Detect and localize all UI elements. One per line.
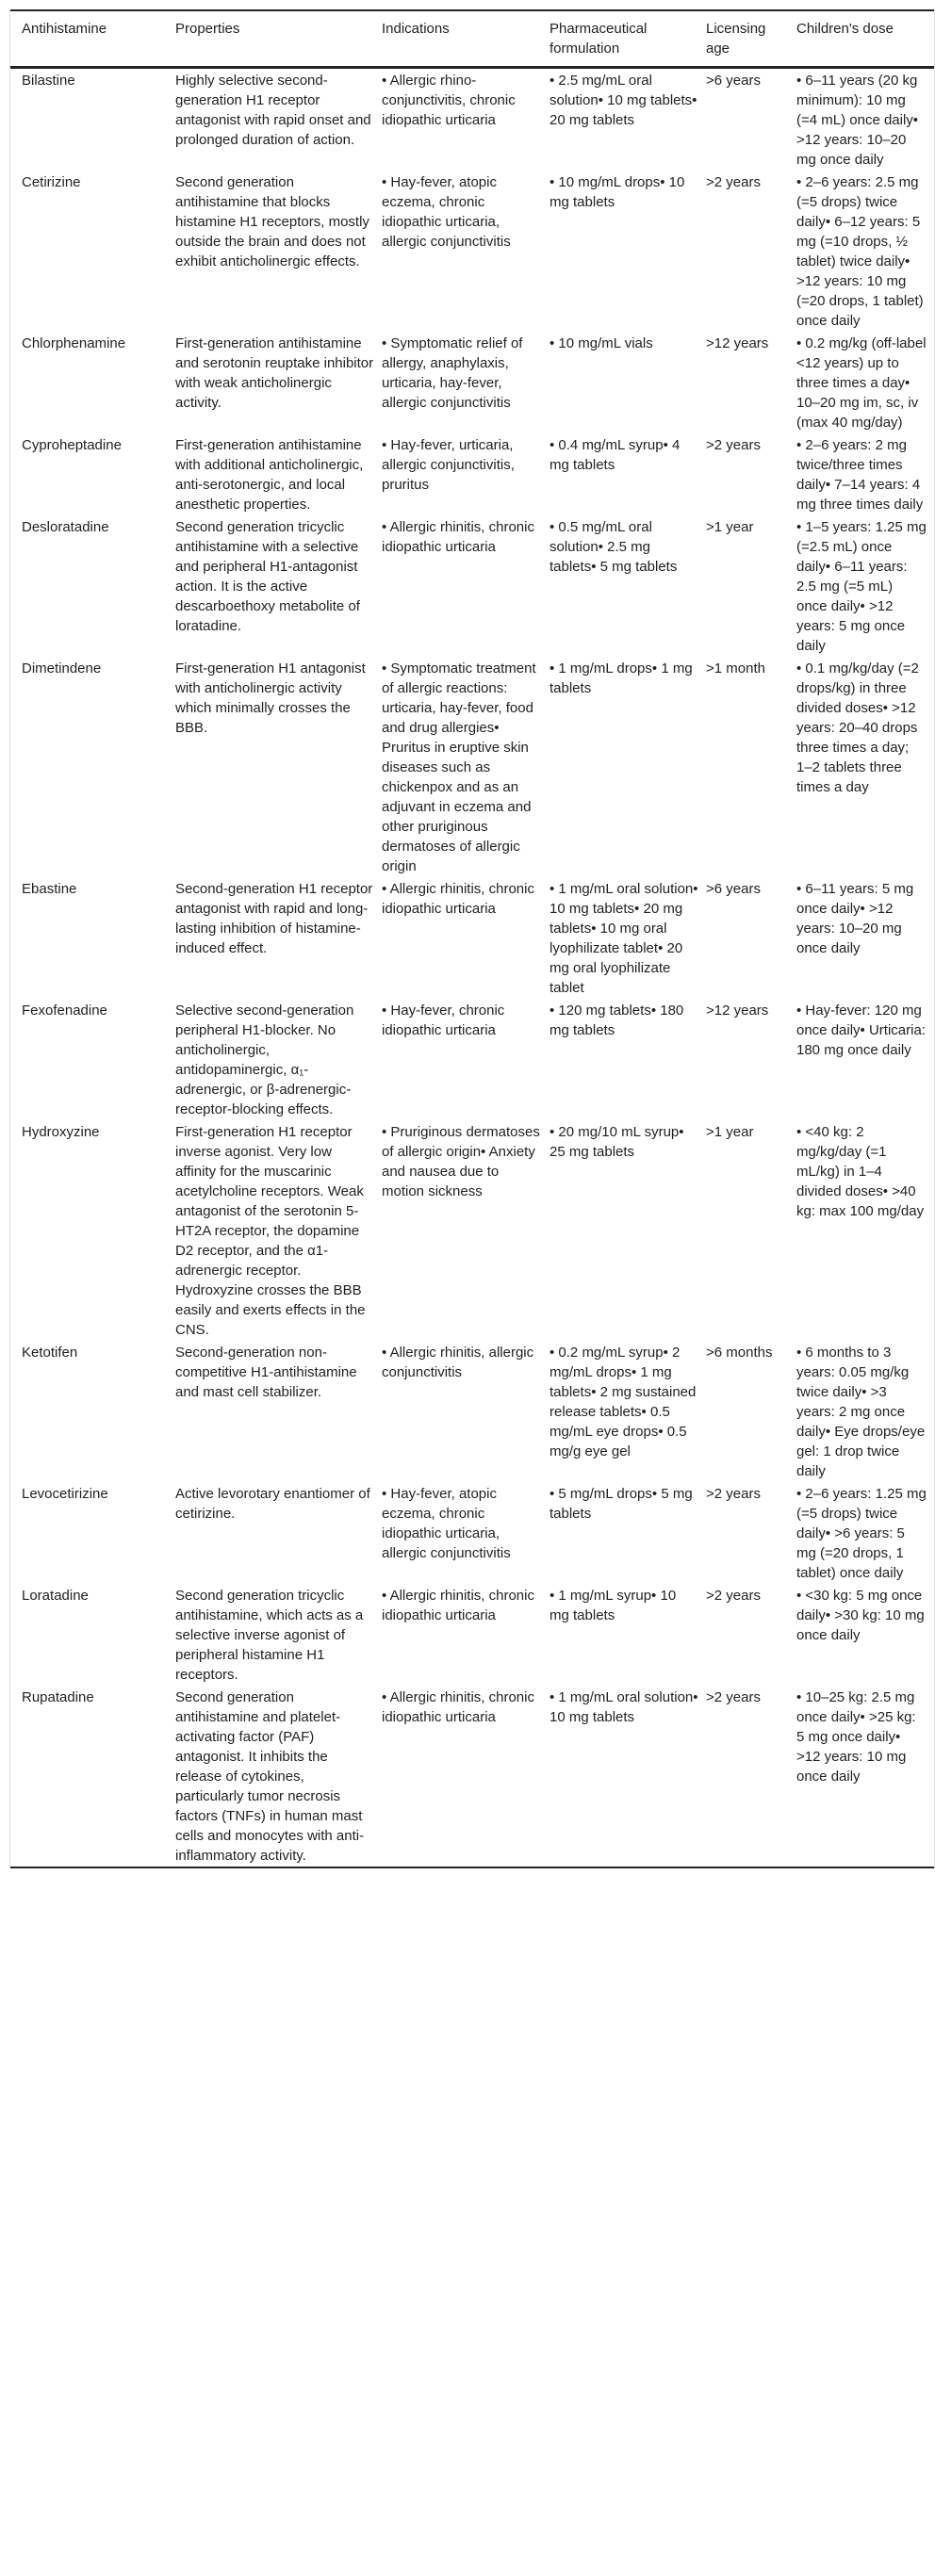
cell-properties: First-generation antihistamine and serotonin reuptake inhibitor with weak anticholinergic activity. <box>175 335 374 411</box>
table-row <box>10 433 934 515</box>
cell-indications: • Hay-fever, urticaria, allergic conjunctivitis, pruritus <box>382 437 515 493</box>
header-childrens-dose: Children's dose <box>796 21 894 37</box>
cell-childrens-dose: • 6 months to 3 years: 0.05 mg/kg twice daily• >3 years: 2 mg once daily• Eye drops/eye gel: 1 drop twice daily <box>796 1345 926 1479</box>
cell-indications: • Allergic rhinitis, allergic conjunctivitis <box>382 1345 534 1380</box>
cell-antihistamine: Ebastine <box>22 881 77 897</box>
cell-indications: • Allergic rhino-conjunctivitis, chronic idiopathic urticaria <box>382 73 516 128</box>
table-row <box>10 68 934 171</box>
table-row <box>10 877 934 999</box>
cell-licensing-age: >2 years <box>706 174 761 190</box>
cell-indications: • Hay-fever, atopic eczema, chronic idiopathic urticaria, allergic conjunctivitis <box>382 174 511 250</box>
cell-indications: • Symptomatic treatment of allergic reactions: urticaria, hay-fever, food and drug allergies• Pruritus in eruptive skin diseases such as chickenpox and as an adjuvant in eczema and other pruriginous dermatoses of allergic origin <box>382 660 536 874</box>
table-header-row <box>10 10 934 68</box>
cell-formulation: • 2.5 mg/mL oral solution• 10 mg tablets• 20 mg tablets <box>550 73 697 128</box>
cell-antihistamine: Rupatadine <box>22 1689 94 1705</box>
cell-licensing-age: >2 years <box>706 1689 761 1705</box>
cell-antihistamine: Chlorphenamine <box>22 335 126 351</box>
cell-childrens-dose: • 6–11 years: 5 mg once daily• >12 years: 10–20 mg once daily <box>796 881 914 956</box>
header-indications: Indications <box>382 21 450 37</box>
header-formulation: Pharmaceutical formulation <box>550 21 648 57</box>
cell-formulation: • 0.4 mg/mL syrup• 4 mg tablets <box>550 437 681 473</box>
cell-licensing-age: >2 years <box>706 1588 761 1604</box>
cell-formulation: • 0.2 mg/mL syrup• 2 mg/mL drops• 1 mg tablets• 2 mg sustained release tablets• 0.5 mg/mL eye drops• 0.5 mg/g eye gel <box>550 1345 697 1459</box>
header-licensing-age: Licensing age <box>706 21 766 57</box>
cell-properties: Second generation tricyclic antihistamine with a selective and peripheral H1-antagonist action. It is the active descarboethoxy metabolite of loratadine. <box>175 519 360 634</box>
cell-formulation: • 5 mg/mL drops• 5 mg tablets <box>550 1486 693 1522</box>
cell-properties: First-generation H1 antagonist with anticholinergic activity which minimally crosses the BBB. <box>175 660 366 736</box>
cell-indications: • Allergic rhinitis, chronic idiopathic urticaria <box>382 881 534 917</box>
cell-formulation: • 10 mg/mL drops• 10 mg tablets <box>550 174 685 210</box>
antihistamine-table-container <box>9 9 935 1868</box>
cell-childrens-dose: • Hay-fever: 120 mg once daily• Urticaria: 180 mg once daily <box>796 1003 926 1058</box>
cell-childrens-dose: • 0.1 mg/kg/day (=2 drops/kg) in three divided doses• >12 years: 20–40 drops three times a day; 1–2 tablets three times a day <box>796 660 919 795</box>
cell-antihistamine: Cyproheptadine <box>22 437 122 453</box>
table-row <box>10 999 934 1120</box>
table-body <box>10 68 934 1868</box>
cell-properties: First-generation H1 receptor inverse agonist. Very low affinity for the muscarinic acetylcholine receptors. Weak antagonist of the serotonin 5-HT2A receptor, the dopamine D2 receptor, and the α1-adrenergic receptor. Hydroxyzine crosses the BBB easily and exerts effects in the CNS. <box>175 1124 366 1338</box>
cell-licensing-age: >1 month <box>706 660 765 677</box>
header-antihistamine: Antihistamine <box>22 21 107 37</box>
cell-licensing-age: >2 years <box>706 1486 761 1502</box>
cell-antihistamine: Fexofenadine <box>22 1003 107 1019</box>
cell-childrens-dose: • 2–6 years: 2 mg twice/three times daily• 7–14 years: 4 mg three times daily <box>796 437 924 513</box>
cell-indications: • Allergic rhinitis, chronic idiopathic urticaria <box>382 1689 534 1725</box>
cell-indications: • Hay-fever, chronic idiopathic urticaria <box>382 1003 505 1038</box>
cell-formulation: • 1 mg/mL syrup• 10 mg tablets <box>550 1588 677 1623</box>
cell-antihistamine: Ketotifen <box>22 1345 78 1361</box>
cell-childrens-dose: • 0.2 mg/kg (off-label <12 years) up to three times a day• 10–20 mg im, sc, iv (max 40 mg/day) <box>796 335 927 431</box>
cell-antihistamine: Bilastine <box>22 73 75 89</box>
cell-childrens-dose: • 10–25 kg: 2.5 mg once daily• >25 kg: 5 mg once daily• >12 years: 10 mg once daily <box>796 1689 916 1785</box>
table-row <box>10 1341 934 1482</box>
cell-indications: • Hay-fever, atopic eczema, chronic idiopathic urticaria, allergic conjunctivitis <box>382 1486 511 1561</box>
cell-indications: • Allergic rhinitis, chronic idiopathic urticaria <box>382 519 534 555</box>
cell-formulation: • 10 mg/mL vials <box>550 335 653 351</box>
cell-properties: Second generation antihistamine and platelet-activating factor (PAF) antagonist. It inhibits the release of cytokines, particularly tumor necrosis factors (TNFs) in human mast cells and monocytes with anti-inflammatory activity. <box>175 1689 365 1864</box>
table-row <box>10 1482 934 1584</box>
cell-licensing-age: >6 years <box>706 73 761 89</box>
cell-formulation: • 1 mg/mL drops• 1 mg tablets <box>550 660 693 696</box>
cell-formulation: • 0.5 mg/mL oral solution• 2.5 mg tablets• 5 mg tablets <box>550 519 678 575</box>
cell-antihistamine: Hydroxyzine <box>22 1124 100 1140</box>
cell-properties: Second generation tricyclic antihistamine, which acts as a selective inverse agonist of peripheral histamine H1 receptors. <box>175 1588 364 1683</box>
cell-formulation: • 20 mg/10 mL syrup• 25 mg tablets <box>550 1124 684 1160</box>
cell-licensing-age: >6 months <box>706 1345 773 1361</box>
table-row <box>10 515 934 657</box>
cell-properties: Active levorotary enantiomer of cetirizine. <box>175 1486 370 1522</box>
cell-childrens-dose: • 2–6 years: 1.25 mg (=5 drops) twice daily• >6 years: 5 mg (=20 drops, 1 tablet) once daily <box>796 1486 927 1581</box>
table-row <box>10 1120 934 1341</box>
cell-childrens-dose: • 2–6 years: 2.5 mg (=5 drops) twice daily• 6–12 years: 5 mg (=10 drops, ½ tablet) twice daily• >12 years: 10 mg (=20 drops, 1 tablet) once daily <box>796 174 924 329</box>
cell-licensing-age: >1 year <box>706 519 754 535</box>
cell-childrens-dose: • <40 kg: 2 mg/kg/day (=1 mL/kg) in 1–4 divided doses• >40 kg: max 100 mg/day <box>796 1124 925 1219</box>
cell-antihistamine: Cetirizine <box>22 174 81 190</box>
cell-properties: Second-generation H1 receptor antagonist with rapid and long-lasting inhibition of histamine-induced effect. <box>175 881 373 956</box>
cell-properties: Second-generation non-competitive H1-antihistamine and mast cell stabilizer. <box>175 1345 357 1400</box>
cell-licensing-age: >12 years <box>706 1003 769 1019</box>
cell-childrens-dose: • <30 kg: 5 mg once daily• >30 kg: 10 mg once daily <box>796 1588 925 1643</box>
cell-antihistamine: Desloratadine <box>22 519 109 535</box>
table-row <box>10 1584 934 1686</box>
antihistamine-table <box>10 9 934 1868</box>
header-properties: Properties <box>175 21 240 37</box>
cell-formulation: • 1 mg/mL oral solution• 10 mg tablets <box>550 1689 698 1725</box>
cell-properties: Highly selective second-generation H1 receptor antagonist with rapid onset and prolonged duration of action. <box>175 73 371 148</box>
cell-indications: • Symptomatic relief of allergy, anaphylaxis, urticaria, hay-fever, allergic conjunctivitis <box>382 335 523 411</box>
cell-indications: • Pruriginous dermatoses of allergic origin• Anxiety and nausea due to motion sickness <box>382 1124 540 1199</box>
table-row <box>10 657 934 877</box>
cell-indications: • Allergic rhinitis, chronic idiopathic urticaria <box>382 1588 534 1623</box>
cell-childrens-dose: • 1–5 years: 1.25 mg (=2.5 mL) once daily• 6–11 years: 2.5 mg (=5 mL) once daily• >12 years: 5 mg once daily <box>796 519 927 654</box>
cell-antihistamine: Loratadine <box>22 1588 89 1604</box>
table-row <box>10 171 934 332</box>
cell-properties: Selective second-generation peripheral H1-blocker. No anticholinergic, antidopaminergic, α₁-adrenergic, or β-adrenergic-receptor-blocking effects. <box>175 1003 354 1117</box>
cell-formulation: • 120 mg tablets• 180 mg tablets <box>550 1003 684 1038</box>
cell-antihistamine: Levocetirizine <box>22 1486 108 1502</box>
table-row <box>10 1686 934 1867</box>
cell-childrens-dose: • 6–11 years (20 kg minimum): 10 mg (=4 mL) once daily• >12 years: 10–20 mg once daily <box>796 73 919 168</box>
cell-licensing-age: >2 years <box>706 437 761 453</box>
cell-licensing-age: >12 years <box>706 335 769 351</box>
table-row <box>10 332 934 433</box>
cell-antihistamine: Dimetindene <box>22 660 102 677</box>
cell-licensing-age: >6 years <box>706 881 761 897</box>
cell-properties: Second generation antihistamine that blocks histamine H1 receptors, mostly outside the brain and does not exhibit anticholinergic effects. <box>175 174 369 269</box>
cell-formulation: • 1 mg/mL oral solution• 10 mg tablets• 20 mg tablets• 10 mg oral lyophilizate tablet• 20 mg oral lyophilizate tablet <box>550 881 698 996</box>
cell-properties: First-generation antihistamine with additional anticholinergic, anti-serotonergic, and local anesthetic properties. <box>175 437 364 513</box>
cell-licensing-age: >1 year <box>706 1124 754 1140</box>
